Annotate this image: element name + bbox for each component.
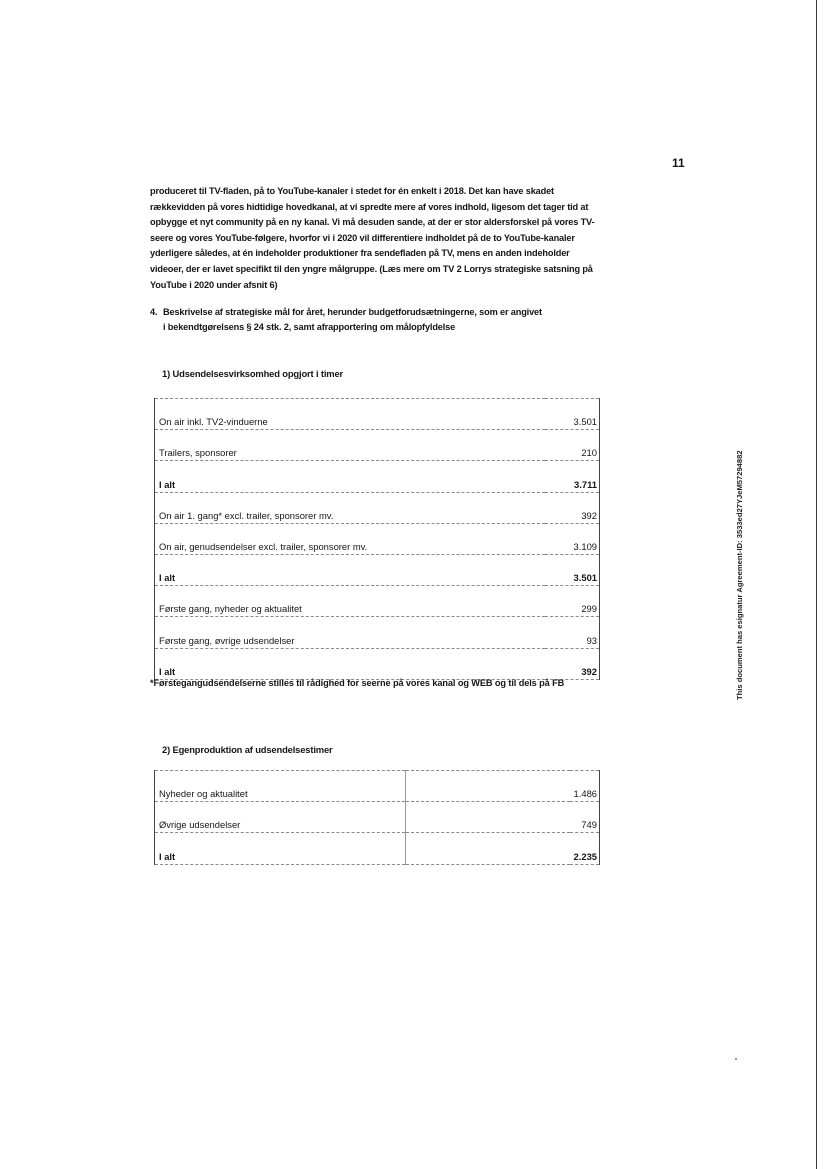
section-number: 4. [150, 307, 158, 317]
row-value: 3.501 [545, 399, 600, 430]
row-label: On air, genudsendelser excl. trailer, sponsorer mv. [155, 523, 546, 554]
table-row [155, 492, 600, 523]
intro-line: seere og vores YouTube-følgere, hvorfor vi i 2020 vil differentiere indholdet på de to YouTube-kanaler [150, 232, 575, 243]
table-row [155, 802, 600, 833]
row-value: 93 [545, 617, 600, 648]
row-label: I alt [155, 554, 546, 585]
row-value: 392 [545, 492, 600, 523]
spacer-cell [405, 802, 569, 833]
row-value: 3.501 [545, 554, 600, 585]
row-label: Nyheder og aktualitet [155, 771, 406, 802]
row-value: 210 [545, 430, 600, 461]
row-label: Trailers, sponsorer [155, 430, 546, 461]
row-value: 1.486 [570, 771, 600, 802]
page-edge-line [816, 0, 817, 1169]
spacer-cell [405, 771, 569, 802]
intro-line: videoer, der er lavet specifikt til den yngre målgruppe. (Læs mere om TV 2 Lorrys strategiske satsning på [150, 263, 593, 274]
intro-paragraph [150, 184, 680, 293]
spacer-cell [405, 833, 569, 864]
row-value: 392 [545, 648, 600, 679]
table-total-row [155, 461, 600, 492]
table-row [155, 523, 600, 554]
row-label: I alt [155, 461, 546, 492]
row-label: I alt [155, 833, 406, 864]
table-row [155, 771, 600, 802]
row-label: Første gang, nyheder og aktualitet [155, 586, 546, 617]
broadcast-hours-table [154, 398, 600, 680]
section-title-line2: i bekendtgørelsens § 24 stk. 2, samt afrapportering om målopfyldelse [163, 322, 456, 332]
table2-heading: 2) Egenproduktion af udsendelsestimer [162, 744, 333, 755]
esignature-stamp: This document has esignatur Agreement-ID: 3533ed27YJeM57294882 [735, 450, 744, 700]
intro-line: YouTube i 2020 under afsnit 6) [150, 279, 278, 290]
row-value: 3.109 [545, 523, 600, 554]
row-value: 3.711 [545, 461, 600, 492]
intro-line: rækkevidden på vores hidtidige hovedkanal, at vi spredte mere af vores indhold, ligesom det tager tid at [150, 201, 589, 212]
table-total-row [155, 833, 600, 864]
row-label: On air inkl. TV2-vinduerne [155, 399, 546, 430]
row-label: On air 1. gang* excl. trailer, sponsorer mv. [155, 492, 546, 523]
table-row [155, 399, 600, 430]
intro-line: produceret til TV-fladen, på to YouTube-kanaler i stedet for én enkelt i 2018. Det kan have skadet [150, 186, 554, 196]
own-production-table [154, 770, 600, 865]
footnote: *Førstegangudsendelserne stilles til rådighed for seerne på vores kanal og WEB og til dels på FB [150, 678, 565, 688]
row-value: 299 [545, 586, 600, 617]
row-value: 2.235 [570, 833, 600, 864]
table-row [155, 586, 600, 617]
intro-line: yderligere således, at én indeholder produktioner fra sendefladen på TV, mens en anden indeholder [150, 248, 570, 259]
table-total-row [155, 554, 600, 585]
table-row [155, 430, 600, 461]
row-value: 749 [570, 802, 600, 833]
row-label: Øvrige udsendelser [155, 802, 406, 833]
table-total-row [155, 648, 600, 679]
section-title-line1: Beskrivelse af strategiske mål for året, herunder budgetforudsætningerne, som er angivet [163, 307, 542, 317]
page-number: 11 [672, 156, 685, 170]
intro-line: opbygge et nyt community på en ny kanal. Vi må desuden sande, at der er stor aldersforskel på vores TV- [150, 217, 595, 228]
section-heading [150, 305, 650, 335]
row-label: I alt [155, 648, 546, 679]
table-row [155, 617, 600, 648]
table1-heading: 1) Udsendelsesvirksomhed opgjort i timer [162, 368, 344, 379]
row-label: Første gang, øvrige udsendelser [155, 617, 546, 648]
scan-speck [735, 1058, 737, 1060]
